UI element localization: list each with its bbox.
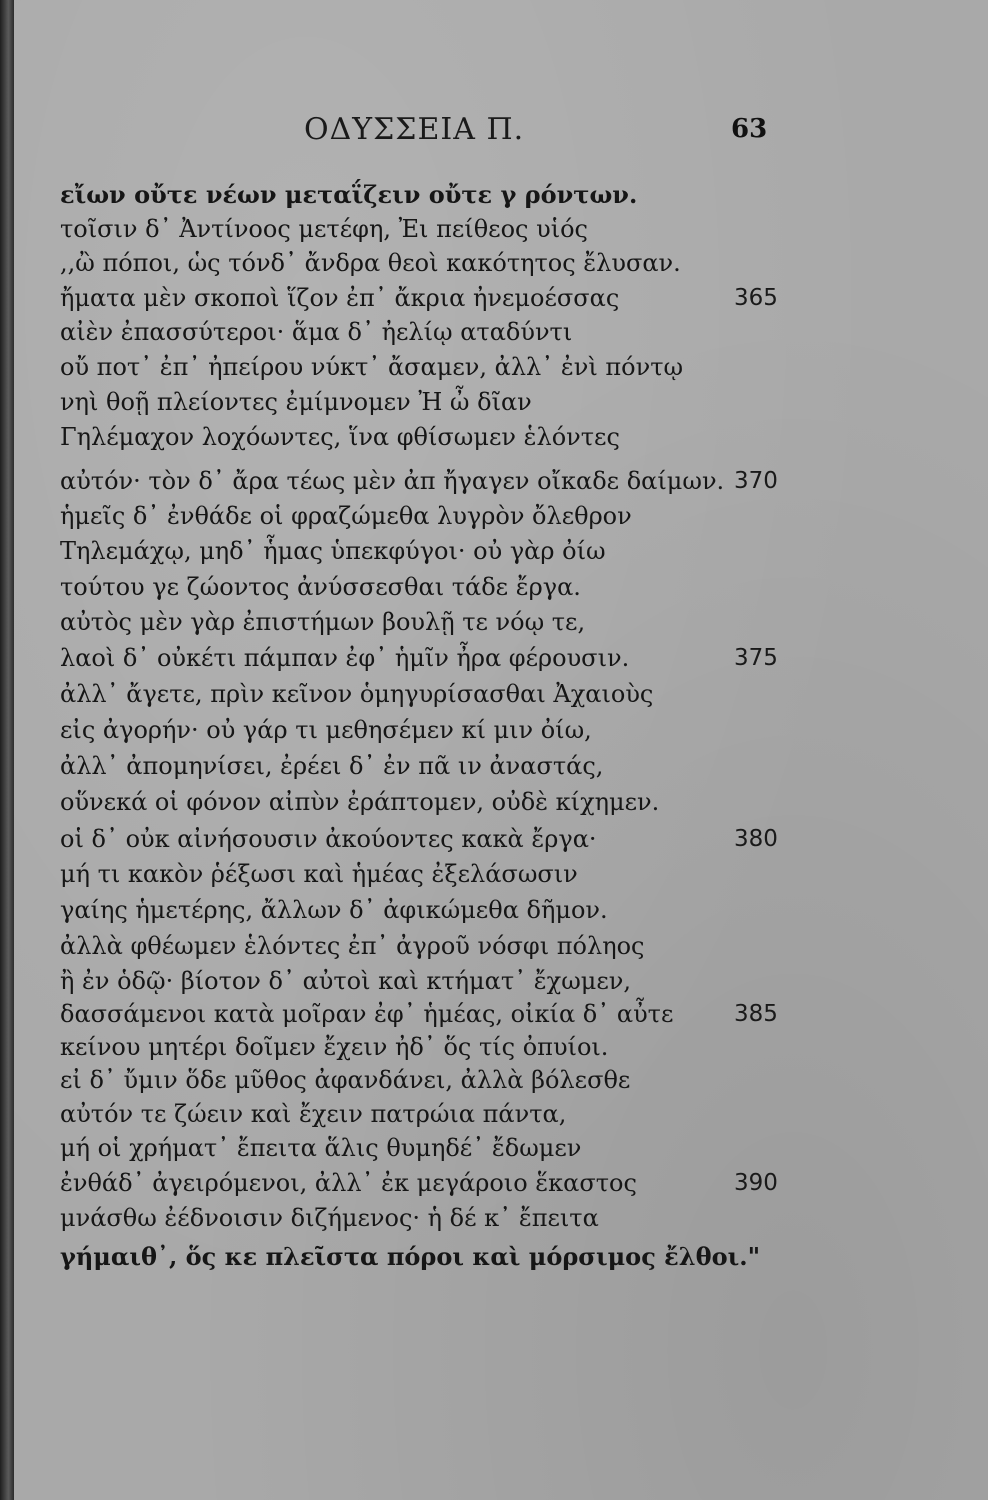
verse-text: ἢ ἐν ὁδῷ· βίοτον δ᾽ αὐτοὶ καὶ κτήματ᾽ ἔχωμεν,	[60, 967, 632, 995]
verse-text: μνάσθω ἐέδνοισιν διζήμενος· ἡ δέ κ᾽ ἔπειτα	[60, 1204, 599, 1232]
verse-line	[60, 605, 800, 639]
verse-text: ἀλλὰ φθέωμεν ἑλόντες ἐπ᾽ ἀγροῦ νόσφι πόληος	[60, 932, 645, 960]
verse-text: οἱ δ᾽ οὐκ αἰνήσουσιν ἀκούοντες κακὰ ἔργα·	[60, 825, 597, 853]
verse-line	[60, 315, 800, 349]
verse-text: Τηλεμάχῳ, μηδ᾽ ἧμας ὑπεκφύγοι· οὐ γὰρ ὀίω	[60, 537, 606, 565]
verse-text: ἡμεῖς δ᾽ ἐνθάδε οἱ φραζώμεθα λυγρὸν ὄλεθρον	[60, 502, 632, 530]
verse-text: ἤματα μὲν σκοποὶ ἵζον ἐπ᾽ ἄκρια ἠνεμοέσσας	[60, 284, 620, 312]
verse-text: οὕνεκά οἱ φόνον αἰπὺν ἐράπτομεν, οὐδὲ κίχημεν.	[60, 788, 660, 816]
verse-text: ἀλλ᾽ ἀπομηνίσει, ἐρέει δ᾽ ἐν πᾶ ιν ἀναστάς,	[60, 752, 604, 780]
verse-line	[60, 1097, 800, 1131]
verse-text: γαίης ἡμετέρης, ἄλλων δ᾽ ἀφικώμεθα δῆμον.	[60, 896, 608, 924]
verse-line	[60, 464, 800, 498]
verse-line	[60, 677, 800, 711]
verse-text: λαοὶ δ᾽ οὐκέτι πάμπαν ἐφ᾽ ἡμῖν ἦρα φέρουσιν.	[60, 644, 630, 672]
verse-text: μή τι κακὸν ῥέξωσι καὶ ἡμέας ἐξελάσωσιν	[60, 860, 578, 888]
verse-line	[60, 997, 800, 1031]
verse-line	[60, 385, 800, 419]
verse-line	[60, 570, 800, 604]
verse-text: μή οἱ χρήματ᾽ ἔπειτα ἅλις θυμηδέ᾽ ἔδωμεν	[60, 1134, 582, 1162]
line-number: 380	[734, 826, 778, 852]
line-number: 370	[734, 468, 778, 494]
verse-text: νηὶ θοῇ πλείοντες ἐμίμνομεν Ἠ ὦ δῖαν	[60, 388, 532, 416]
line-number: 365	[734, 285, 778, 311]
verse-text: οὔ ποτ᾽ ἐπ᾽ ἠπείρου νύκτ᾽ ἄσαμεν, ἀλλ᾽ ἐνὶ πόντῳ	[60, 353, 684, 381]
verse-text: εἴων οὔτε νέων μεταΐζειν οὔτε γ ρόντων.	[60, 180, 638, 209]
verse-line	[60, 350, 800, 384]
verse-line	[60, 499, 800, 533]
verse-line	[60, 641, 800, 675]
verse-line	[60, 1166, 800, 1200]
verse-line	[60, 785, 800, 819]
verse-line	[60, 420, 800, 454]
verse-line	[60, 964, 800, 998]
running-head	[14, 112, 988, 152]
verse-line	[60, 1131, 800, 1165]
verse-line	[60, 178, 800, 212]
verse-text: αἰὲν ἐπασσύτεροι· ἅμα δ᾽ ἠελίῳ αταδύντι	[60, 318, 573, 346]
verse-text: εἰ δ᾽ ὔμιν ὅδε μῦθος ἀφανδάνει, ἀλλὰ βόλεσθε	[60, 1066, 631, 1094]
verse-text: ,,ὢ πόποι, ὡς τόνδ᾽ ἄνδρα θεοὶ κακότητος ἔλυσαν.	[60, 249, 681, 277]
verse-line	[60, 893, 800, 927]
verse-line	[60, 1030, 800, 1064]
verse-line	[60, 857, 800, 891]
verse-text: δασσάμενοι κατὰ μοῖραν ἐφ᾽ ἡμέας, οἰκία δ᾽ αὖτε	[60, 1000, 674, 1028]
verse-text: ἀλλ᾽ ἄγετε, πρὶν κεῖνον ὁμηγυρίσασθαι Ἀχαιοὺς	[60, 680, 654, 708]
verse-line	[60, 929, 800, 963]
verse-text: κείνου μητέρι δοῖμεν ἔχειν ἠδ᾽ ὅς τίς ὀπυίοι.	[60, 1033, 609, 1061]
verse-line	[60, 281, 800, 315]
verse-text: αὐτὸς μὲν γὰρ ἐπιστήμων βουλῇ τε νόῳ τε,	[60, 608, 586, 636]
verse-line	[60, 212, 800, 246]
verse-text: τοῖσιν δ᾽ Ἀντίνοος μετέφη, Ἐι πείθεος υἱός	[60, 215, 588, 243]
line-number: 385	[734, 1001, 778, 1027]
book-page	[14, 0, 988, 1500]
verse-line	[60, 1063, 800, 1097]
book-binding-edge	[0, 0, 14, 1500]
verse-line	[60, 749, 800, 783]
page-title: ΟΔΥΣΣΕΙΑ Π.	[304, 112, 525, 147]
verse-text: Γηλέμαχον λοχόωντες, ἵνα φθίσωμεν ἑλόντες	[60, 423, 620, 451]
verse-text: αὐτόν τε ζώειν καὶ ἔχειν πατρώια πάντα,	[60, 1100, 567, 1128]
verse-text: τούτου γε ζώοντος ἀνύσσεσθαι τάδε ἔργα.	[60, 573, 581, 601]
verse-line	[60, 822, 800, 856]
verse-text: εἰς ἀγορήν· οὐ γάρ τι μεθησέμεν κί μιν ὀίω,	[60, 716, 592, 744]
verse-text: ἐνθάδ᾽ ἀγειρόμενοι, ἀλλ᾽ ἐκ μεγάροιο ἕκαστος	[60, 1169, 637, 1197]
verse-line	[60, 713, 800, 747]
verse-line	[60, 1240, 800, 1274]
page-number: 63	[731, 114, 768, 144]
verse-line	[60, 246, 800, 280]
verse-line	[60, 1201, 800, 1235]
verse-line	[60, 534, 800, 568]
line-number: 390	[734, 1170, 778, 1196]
verse-text: γήμαιθ᾽, ὅς κε πλεῖστα πόροι καὶ μόρσιμος ἔλθοι."	[60, 1242, 761, 1271]
line-number: 375	[734, 645, 778, 671]
verse-text: αὐτόν· τὸν δ᾽ ἄρα τέως μὲν ἀπ ἤγαγεν οἴκαδε δαίμων.	[60, 467, 725, 495]
